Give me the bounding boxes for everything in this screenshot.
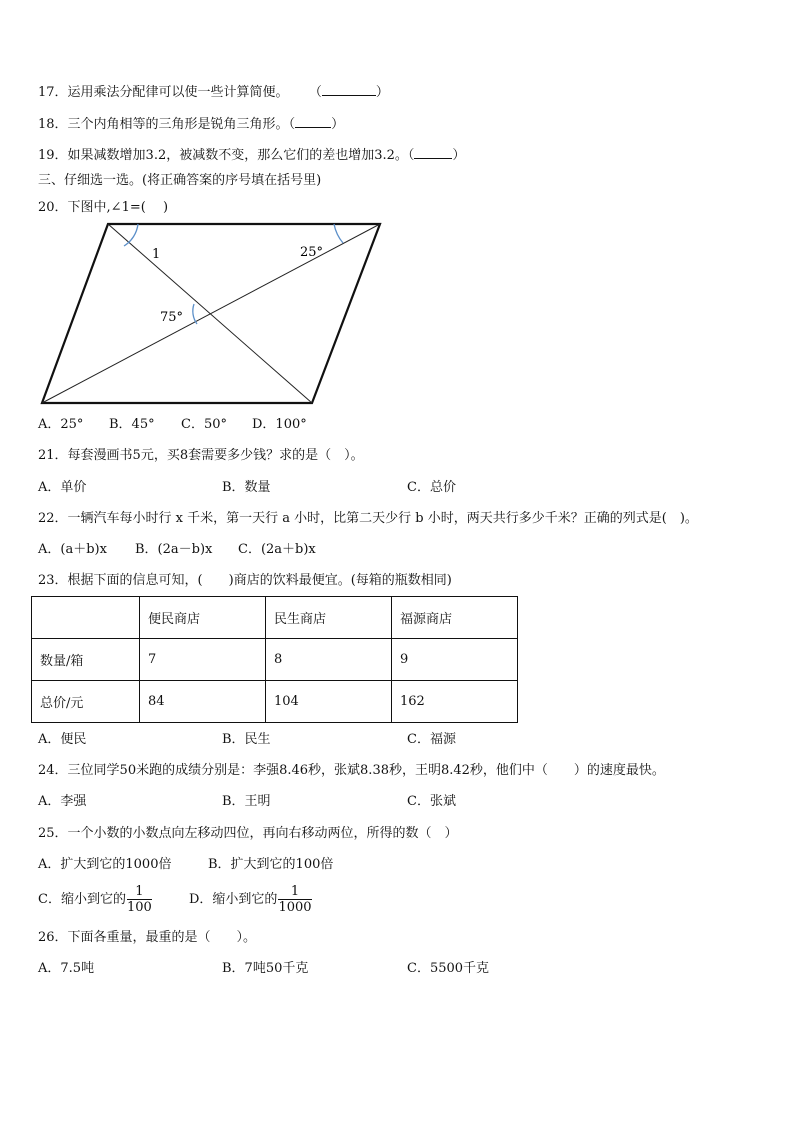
option-d[interactable]: [189, 884, 312, 915]
option-a[interactable]: A．便民: [38, 732, 87, 747]
table-header-row: [32, 597, 518, 639]
option-b[interactable]: B．数量: [222, 480, 271, 495]
section-heading: 三、仔细选一选。(将正确答案的序号填在括号里): [38, 173, 322, 188]
question-text: 一个小数的小数点向左移动四位，再向右移动两位，所得的数（ ）: [67, 826, 458, 841]
question-text: 运用乘法分配律可以使一些计算简便。: [67, 85, 289, 100]
question-text: 每套漫画书5元，买8套需要多少钱？求的是（ ）。: [67, 448, 364, 463]
option-d[interactable]: D．100°: [252, 417, 307, 432]
angle-1-arc: [124, 224, 138, 246]
option-b[interactable]: B．7吨50千克: [222, 961, 309, 976]
question-text: 下图中,∠1=( ): [67, 200, 169, 215]
question-number: 19．: [38, 148, 68, 163]
answer-paren-open: （: [308, 85, 322, 100]
table-cell: 104: [266, 681, 392, 723]
question-number: 18．: [38, 117, 68, 132]
option-a[interactable]: A．(a＋b)x: [38, 542, 107, 557]
option-a[interactable]: A．7.5吨: [38, 961, 95, 976]
fraction-denominator: 100: [126, 900, 152, 915]
question-number: 22．: [38, 511, 68, 526]
option-a[interactable]: A．单价: [38, 480, 87, 495]
question-number: 24．: [38, 763, 68, 778]
option-c[interactable]: C．福源: [407, 732, 456, 747]
table-header-cell: [32, 597, 140, 639]
question-number: 23．: [38, 573, 68, 588]
table-header-cell: 福源商店: [392, 597, 518, 639]
table-cell: 162: [392, 681, 518, 723]
answer-blank[interactable]: [414, 146, 452, 159]
option-c-text: C．缩小到它的: [38, 892, 126, 907]
fraction-one-thousandth: [278, 884, 311, 915]
answer-paren-close: ）: [452, 148, 466, 163]
option-d-text: D．缩小到它的: [189, 892, 278, 907]
question-text: 根据下面的信息可知，( )商店的饮料最便宜。(每箱的瓶数相同): [67, 573, 452, 588]
option-a[interactable]: A．李强: [38, 794, 87, 809]
option-b[interactable]: B．45°: [109, 417, 155, 432]
fraction-one-hundredth: [127, 884, 152, 915]
option-c[interactable]: C．张斌: [407, 794, 456, 809]
table-cell: 9: [392, 639, 518, 681]
question-19: [38, 146, 465, 165]
question-22: [38, 510, 698, 528]
fraction-numerator: 1: [278, 884, 311, 900]
angle-25-arc: [334, 224, 343, 243]
option-b[interactable]: B．民生: [222, 732, 271, 747]
answer-paren-open: （: [407, 148, 415, 163]
question-18: [38, 115, 344, 134]
price-table: [31, 596, 518, 723]
diagonal-2: [42, 224, 380, 403]
answer-blank[interactable]: [295, 115, 331, 128]
question-text: 三个内角相等的三角形是锐角三角形。: [67, 117, 289, 132]
fraction-numerator: 1: [127, 884, 152, 900]
question-text: 三位同学50米跑的成绩分别是：李强8.46秒，张斌8.38秒，王明8.42秒，他们中（ ）的速度最快。: [67, 763, 665, 778]
question-number: 25．: [38, 826, 68, 841]
question-text: 一辆汽车每小时行 x 千米，第一天行 a 小时，比第二天少行 b 小时，两天共行多少千米？正确的列式是( )。: [67, 511, 698, 526]
table-row: [32, 681, 518, 723]
answer-paren-close: ）: [375, 85, 389, 100]
angle-1-label: 1: [152, 247, 161, 262]
table-cell: 8: [266, 639, 392, 681]
table-cell: 总价/元: [32, 681, 140, 723]
question-20: [38, 199, 168, 217]
question-26: [38, 929, 256, 947]
option-a[interactable]: A．25°: [38, 417, 84, 432]
option-c[interactable]: C．(2a＋b)x: [238, 542, 316, 557]
question-21: [38, 447, 364, 465]
table-cell: 数量/箱: [32, 639, 140, 681]
question-23: [38, 572, 452, 590]
option-c[interactable]: [38, 884, 152, 915]
table-header-cell: 便民商店: [140, 597, 266, 639]
question-text: 下面各重量，最重的是（ ）。: [67, 930, 257, 945]
option-b[interactable]: B．王明: [222, 794, 271, 809]
question-24: [38, 762, 665, 780]
answer-paren-close: ）: [331, 117, 345, 132]
question-number: 20．: [38, 200, 68, 215]
question-text: 如果减数增加3.2，被减数不变，那么它们的差也增加3.2。: [67, 148, 408, 163]
fraction-denominator: 1000: [278, 900, 312, 915]
table-header-cell: 民生商店: [266, 597, 392, 639]
table-cell: 84: [140, 681, 266, 723]
option-b[interactable]: B．(2a－b)x: [135, 542, 213, 557]
angle-25-label: 25°: [300, 245, 324, 260]
option-b[interactable]: B．扩大到它的100倍: [208, 857, 334, 872]
parallelogram-figure: [36, 218, 386, 408]
table-cell: 7: [140, 639, 266, 681]
question-number: 21．: [38, 448, 68, 463]
question-number: 26．: [38, 930, 68, 945]
option-a[interactable]: A．扩大到它的1000倍: [38, 857, 172, 872]
answer-paren-open: （: [288, 117, 296, 132]
question-number: 17．: [38, 85, 68, 100]
question-17: [38, 83, 389, 102]
table-row: [32, 639, 518, 681]
answer-blank[interactable]: [322, 83, 376, 96]
option-c[interactable]: C．5500千克: [407, 961, 490, 976]
option-c[interactable]: C．50°: [181, 417, 227, 432]
angle-75-label: 75°: [160, 310, 184, 325]
question-25: [38, 825, 458, 843]
option-c[interactable]: C．总价: [407, 480, 456, 495]
